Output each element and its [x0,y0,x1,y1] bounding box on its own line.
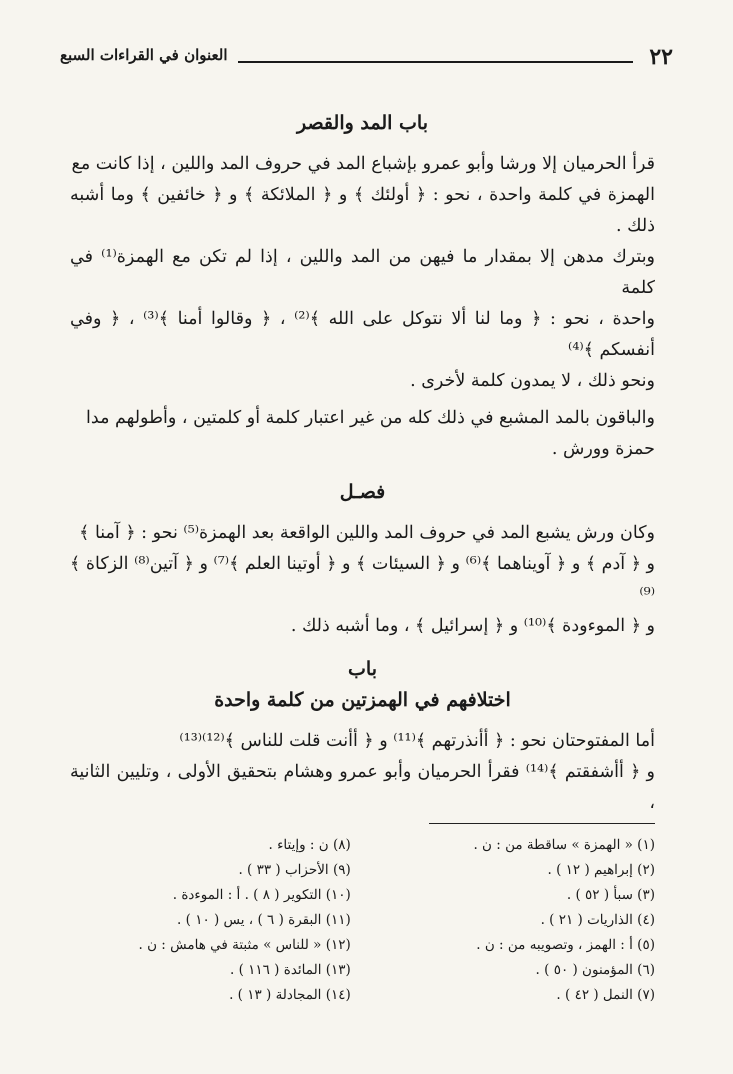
footnote: (١١) البقرة ( ٦ ) ، يس ( ١٠ ) . [177,912,351,928]
section-heading-bab: باب [348,658,377,680]
footnote: (٢) إبراهيم ( ١٢ ) . [547,862,655,878]
section-heading-madd: باب المد والقصر [296,112,429,134]
text-line: أما المفتوحتان نحو : ﴿ أأنذرتهم ﴾⁽¹¹⁾ و ﴿ أأنت قلت للناس ﴾⁽¹²⁾⁽¹³⁾ [179,731,655,751]
header-rule [238,61,633,63]
text-line: و ﴿ آدم ﴾ و ﴿ آويناهما ﴾⁽⁶⁾ و ﴿ السيئات ﴾ و ﴿ أوتينا العلم ﴾⁽⁷⁾ و ﴿ آتين⁽⁸⁾ الزكاة ﴾⁽⁹⁾ [70,554,656,605]
footnote: (٦) المؤمنون ( ٥٠ ) . [535,962,655,978]
section-heading-hamzatayn: اختلافهم في الهمزتين من كلمة واحدة [214,689,511,711]
paragraph-1 [70,149,655,397]
footnote: (١٠) التكوير ( ٨ ) . أ : الموءدة . [172,887,351,903]
text-line: وبترك مدهن إلا بمقدار ما فيهن من المد واللين ، إذا لم تكن مع الهمزة⁽¹⁾ في كلمة [70,247,656,298]
text-line: واحدة ، نحو : ﴿ وما لنا ألا نتوكل على الله ﴾⁽²⁾ ، ﴿ وقالوا أمنا ﴾⁽³⁾ ، ﴿ وفي أنفسكم ﴾⁽⁴⁾ [70,309,655,360]
text-line: والباقون بالمد المشبع في ذلك كله من غير اعتبار كلمة أو كلمتين ، وأطولهم مدا [86,408,655,428]
paragraph-3 [70,518,655,642]
footnote: (١٤) المجادلة ( ١٣ ) . [229,987,351,1003]
text-line: ونحو ذلك ، لا يمدون كلمة لأخرى . [410,371,655,391]
footnote: (٨) ن : وإيتاء . [268,837,351,853]
section-heading-fasl: فصـل [339,481,386,503]
page-header [60,44,673,74]
footnote: (١٢) « للناس » مثبتة في هامش : ن . [138,937,351,953]
footnote: (٤) الذاريات ( ٢١ ) . [540,912,655,928]
paragraph-4 [70,726,655,819]
main-text [70,108,655,819]
text-line: قرأ الحرميان إلا ورشا وأبو عمرو بإشباع المد في حروف المد واللين ، إذا كانت مع [71,154,655,174]
footnotes-right-column [374,833,655,1008]
text-line: و ﴿ الموءودة ﴾⁽¹⁰⁾ و ﴿ إسرائيل ﴾ ، وما أشبه ذلك . [290,616,655,636]
footnote: (٧) النمل ( ٤٢ ) . [556,987,655,1003]
footnote: (٣) سبأ ( ٥٢ ) . [566,887,655,903]
page-number: ٢٢ [649,44,673,70]
text-line: الهمزة في كلمة واحدة ، نحو : ﴿ أولئك ﴾ و ﴿ الملائكة ﴾ و ﴿ خائفين ﴾ وما أشبه ذلك . [70,185,655,236]
text-line: حمزة وورش . [551,439,655,459]
footnote-separator [429,823,655,824]
footnote: (١) « الهمزة » ساقطة من : ن . [473,837,655,853]
footnotes-left-column [70,833,351,1008]
footnote: (٥) أ : الهمز ، وتصويبه من : ن . [476,937,655,953]
paragraph-2 [70,403,655,465]
footnote: (١٣) المائدة ( ١١٦ ) . [229,962,351,978]
footnote: (٩) الأحزاب ( ٣٣ ) . [238,862,351,878]
running-title: العنوان في القراءات السبع [60,46,228,64]
text-line: وكان ورش يشبع المد في حروف المد واللين الواقعة بعد الهمزة⁽⁵⁾ نحو : ﴿ آمنا ﴾ [79,523,655,543]
text-line: و ﴿ أأشفقتم ﴾⁽¹⁴⁾ فقرأ الحرميان وأبو عمرو وهشام بتحقيق الأولى ، وتليين الثانية ، [70,762,656,813]
